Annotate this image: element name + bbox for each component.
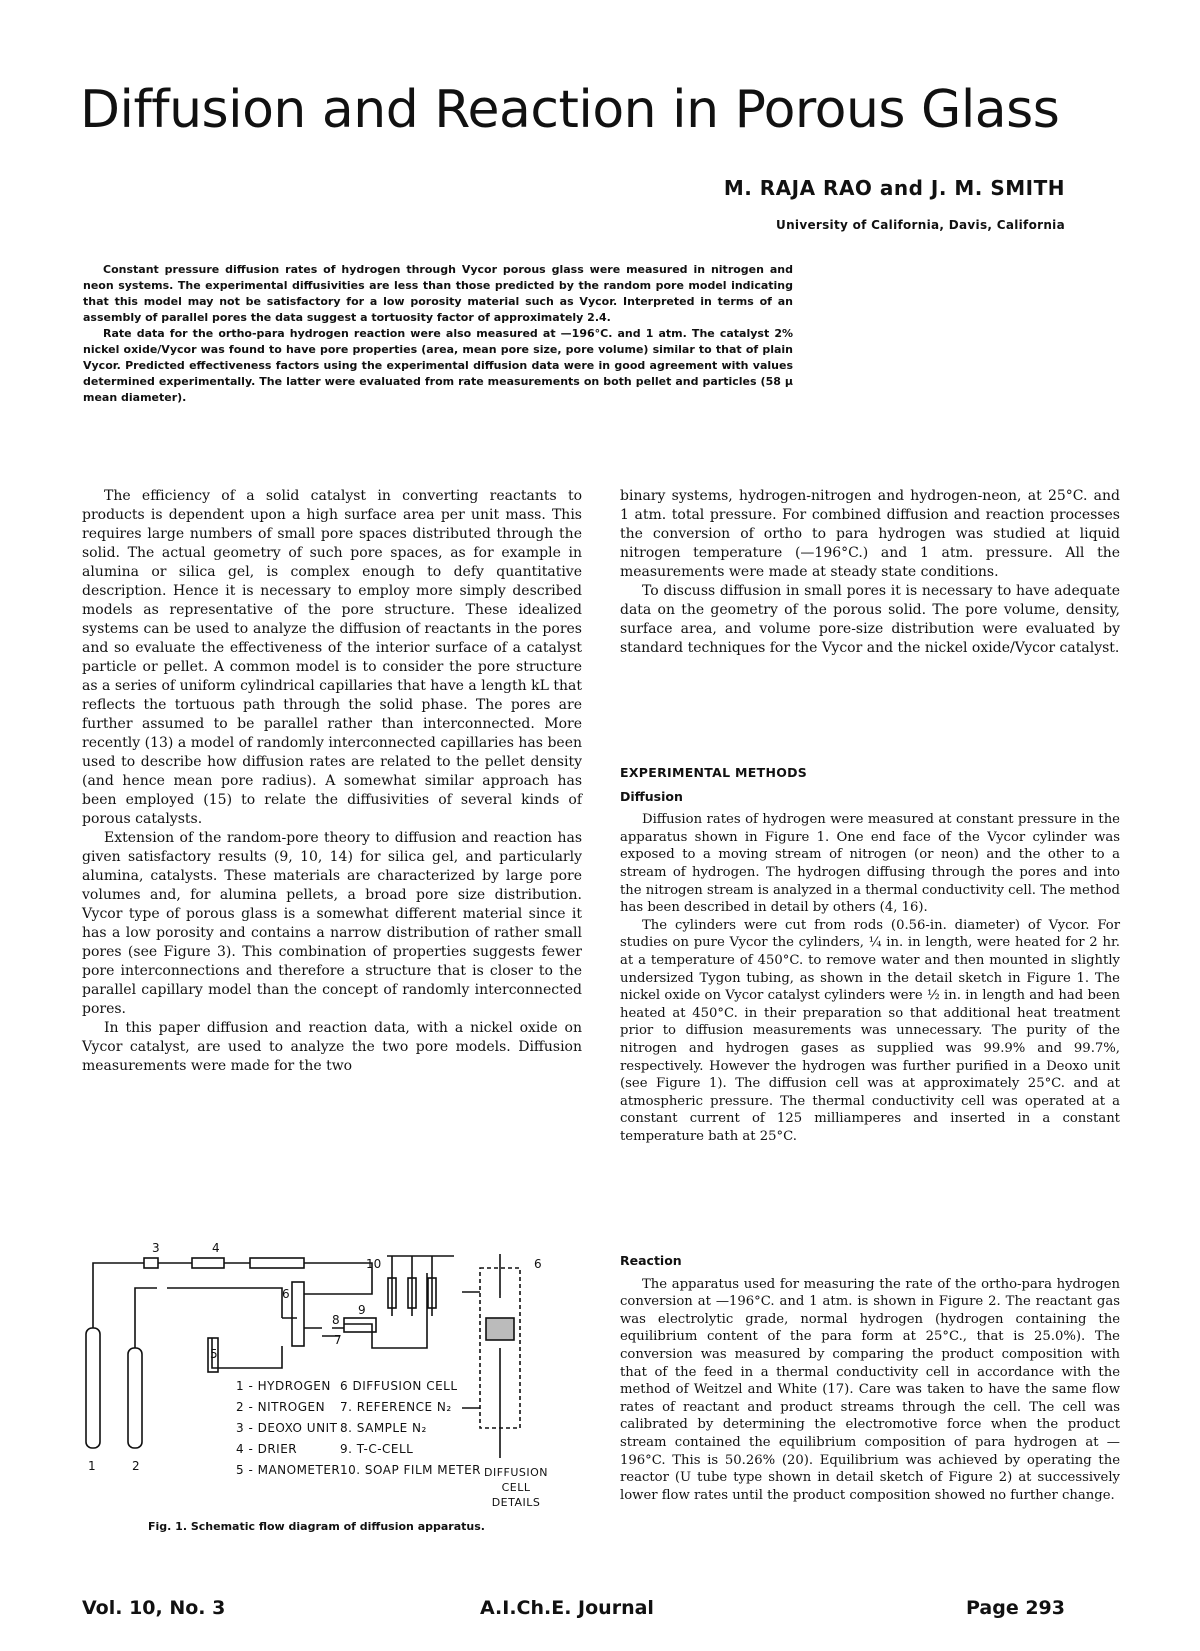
body-paragraph: Diffusion rates of hydrogen were measured at constant pressure in the apparatus shown in Figure 1. One end face of the Vycor cylinder was exposed to a moving stream of nitrogen (or neon) and the other to a stream of hydrogen. The hydrogen diffusing through the pores and into the nitrogen stream is analyzed in a thermal conductivity cell. The method has been described in detail by others (4, 16). [620, 812, 1120, 916]
legend-item: 6 DIFFUSION CELL [340, 1379, 458, 1393]
detail-label-line: DIFFUSION [484, 1466, 549, 1479]
subsection-heading: Diffusion [620, 788, 683, 804]
figure-number-label: 4 [212, 1241, 220, 1255]
figure-caption: Fig. 1. Schematic flow diagram of diffusion apparatus. [148, 1520, 485, 1533]
legend-item: 2 - NITROGEN [236, 1400, 326, 1414]
hydrogen-cylinder [86, 1328, 100, 1448]
legend-item: 5 - MANOMETER [236, 1463, 341, 1477]
right-column-intro [620, 487, 1120, 658]
legend-item: 7. REFERENCE N₂ [340, 1400, 452, 1414]
reaction-section [620, 1252, 1120, 1504]
detail-label-line: CELL [501, 1481, 531, 1494]
experimental-methods-section [620, 740, 1120, 1145]
figure-number-label: 5 [210, 1347, 218, 1361]
footer-volume: Vol. 10, No. 3 [82, 1597, 226, 1619]
legend-item: 10. SOAP FILM METER [340, 1463, 481, 1477]
figure-number-label: 8 [332, 1313, 340, 1327]
figure-legend-left [236, 1376, 340, 1481]
article-title: Diffusion and Reaction in Porous Glass [80, 80, 1060, 140]
detail-label-line: DETAILS [491, 1496, 541, 1509]
figure-number-label: 10 [366, 1257, 382, 1271]
legend-item: 4 - DRIER [236, 1442, 298, 1456]
body-paragraph: The efficiency of a solid catalyst in converting reactants to products is dependent upon a high surface area per unit mass. This requires large numbers of small pore spaces distributed through the solid. The actual geometry of such pore spaces, as for example in alumina or silica gel, is complex enough to defy quantitative description. Hence it is necessary to employ more simply described models as representative of the pore structure. These idealized systems can be used to analyze the diffusion of reactants in the pores and so evaluate the effectiveness of the interior surface of a catalyst particle or pellet. A common model is to consider the pore structure as a series of uniform cylindrical capillaries that have a length kL that reflects the tortuous path through the solid phase. The pores are further assumed to be parallel rather than interconnected. More recently (13) a model of randomly interconnected capillaries has been used to describe how diffusion rates are related to the pellet density (and hence mean pore radius). A somewhat similar approach has been employed (15) to relate the diffusivities of several kinds of porous catalysts. [82, 488, 582, 827]
footer-page-number: Page 293 [966, 1597, 1065, 1619]
figure-legend-right [340, 1376, 481, 1481]
body-paragraph: binary systems, hydrogen-nitrogen and hydrogen-neon, at 25°C. and 1 atm. total pressure. For combined diffusion and reaction processes the conversion of ortho to para hydrogen was studied at liquid nitrogen temperature (—196°C.) and 1 atm. pressure. All the measurements were made at steady state conditions. [620, 488, 1120, 580]
left-column [82, 487, 582, 1076]
body-paragraph: Extension of the random-pore theory to diffusion and reaction has given satisfactory results (9, 10, 14) for silica gel, and particularly alumina, catalysts. These materials are characterized by large pore volumes and, for alumina pellets, a broad pore size distribution. Vycor type of porous glass is a somewhat different material since it has a low porosity and contains a narrow distribution of rather small pores (see Figure 3). This combination of properties suggests fewer pore interconnections and therefore a structure that is closer to the parallel capillary model than the concept of randomly interconnected pores. [82, 830, 582, 1017]
abstract-paragraph: Rate data for the ortho-para hydrogen reaction were also measured at —196°C. and 1 atm. The catalyst 2% nickel oxide/Vycor was found to have pore properties (area, mean pore size, pore volume) similar to that of plain Vycor. Predicted effectiveness factors using the experimental diffusion data were in good agreement with values determined experimentally. The latter were evaluated from rate measurements on both pellet and particles (58 μ mean diameter). [83, 327, 793, 404]
legend-item: 3 - DEOXO UNIT [236, 1421, 338, 1435]
legend-item: 1 - HYDROGEN [236, 1379, 331, 1393]
body-paragraph: The cylinders were cut from rods (0.56-in. diameter) of Vycor. For studies on pure Vycor the cylinders, ¼ in. in length, were heated for 2 hr. at a temperature of 450°C. to remove water and then mounted in slightly undersized Tygon tubing, as shown in the detail sketch in Figure 1. The nickel oxide on Vycor catalyst cylinders were ½ in. in length and had been heated at 450°C. in their preparation so that additional heat treatment prior to diffusion measurements was unnecessary. The purity of the nitrogen and hydrogen gases as supplied was 99.9% and 99.7%, respectively. However the hydrogen was further purified in a Deoxo unit (see Figure 1). The diffusion cell was at approximately 25°C. and at atmospheric pressure. The thermal conductivity cell was operated at a constant current of 125 milliamperes and inserted in a constant temperature bath at 25°C. [620, 917, 1120, 1144]
figure-number-label: 9 [358, 1303, 366, 1317]
body-paragraph: To discuss diffusion in small pores it is necessary to have adequate data on the geometry of the porous solid. The pore volume, density, surface area, and volume pore-size distribution were evaluated by standard techniques for the Vycor and the nickel oxide/Vycor catalyst. [620, 583, 1120, 656]
figure-number-label: 6 [282, 1287, 290, 1301]
footer-journal: A.I.Ch.E. Journal [480, 1597, 654, 1619]
figure-number-label: 2 [132, 1459, 140, 1473]
body-paragraph: The apparatus used for measuring the rate of the ortho-para hydrogen conversion at —196°C. and 1 atm. is shown in Figure 2. The reactant gas was electrolytic grade, normal hydrogen (hydrogen containing the equilibrium content of the para form at 25°C., that is 25.0%). The conversion was measured by comparing the product composition with that of the feed in a thermal conductivity cell in accordance with the method of Weitzel and White (17). Care was taken to have the same flow rates of reactant and product streams through the cell. The cell was calibrated by determining the electromotive force when the product stream contained the equilibrium composition of para hydrogen at —196°C. This is 50.26% (20). Equilibrium was achieved by operating the reactor (U tube type shown in detail sketch of Figure 2) at successively lower flow rates until the product composition showed no further change. [620, 1276, 1120, 1503]
subsection-heading: Reaction [620, 1253, 682, 1268]
affiliation: University of California, Davis, California [776, 218, 1065, 232]
diffusion-cell-details-label [484, 1465, 548, 1510]
legend-item: 8. SAMPLE N₂ [340, 1421, 427, 1435]
abstract [83, 262, 793, 406]
section-heading: EXPERIMENTAL METHODS [620, 765, 808, 780]
body-paragraph: In this paper diffusion and reaction data, with a nickel oxide on Vycor catalyst, are used to analyze the two pore models. Diffusion measurements were made for the two [82, 1020, 582, 1074]
figure-number-label: 1 [88, 1459, 96, 1473]
figure-number-label: 3 [152, 1241, 160, 1255]
abstract-paragraph: Constant pressure diffusion rates of hydrogen through Vycor porous glass were measured in nitrogen and neon systems. The experimental diffusivities are less than those predicted by the random pore model indicating that this model may not be satisfactory for a low porosity material such as Vycor. Interpreted in terms of an assembly of parallel pores the data suggest a tortuosity factor of approximately 2.4. [83, 263, 793, 324]
legend-item: 9. T-C-CELL [340, 1442, 414, 1456]
authors: M. RAJA RAO and J. M. SMITH [723, 176, 1065, 200]
nitrogen-cylinder [128, 1348, 142, 1448]
figure-number-label: 6 [534, 1257, 542, 1271]
figure-number-label: 7 [334, 1333, 342, 1347]
